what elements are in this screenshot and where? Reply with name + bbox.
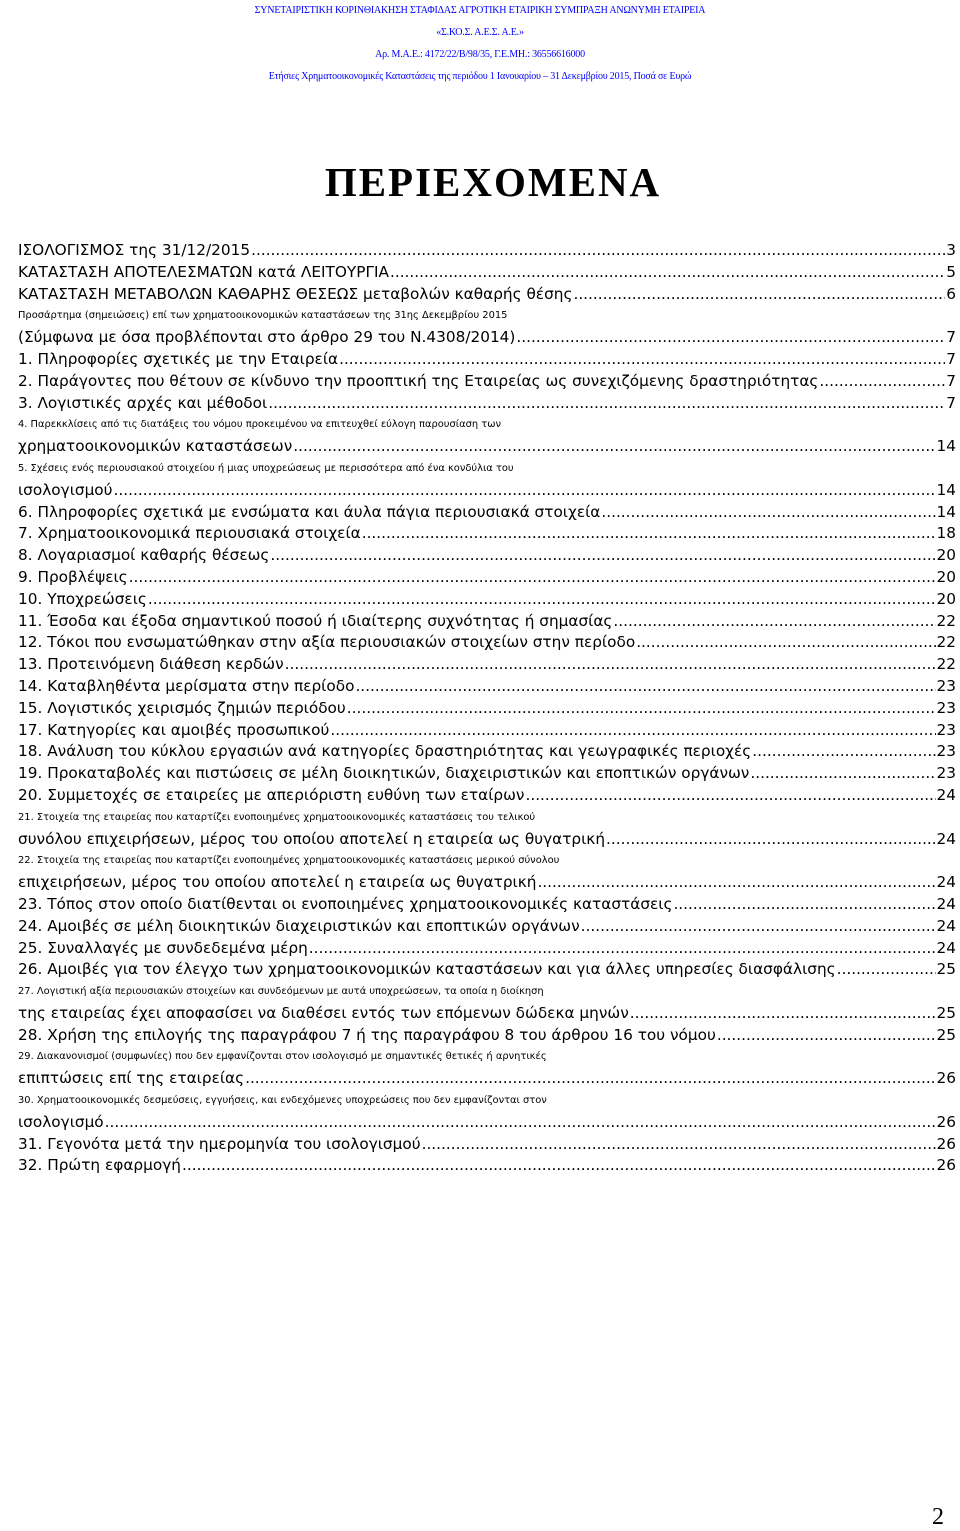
toc-entry-page: 26 [936,1156,956,1175]
toc-dot-leader [837,959,936,981]
toc-entry-page: 6 [946,284,956,303]
toc-entry[interactable] [18,436,956,458]
toc-entry[interactable] [18,284,956,306]
toc-entry[interactable] [18,763,956,785]
toc-entry[interactable] [18,916,956,938]
toc-entry-title: της εταιρείας έχει αποφασίσει να διαθέσει εντός των επόμενων δώδεκα μηνών [18,1003,629,1022]
toc-entry-title: συνόλου επιχειρήσεων, μέρος του οποίου αποτελεί η εταιρεία ως θυγατρική [18,829,606,848]
toc-entry-title: 31. Γεγονότα μετά την ημερομηνία του ισολογισμού [18,1134,421,1153]
toc-entry-page: 23 [936,698,956,717]
toc-dot-leader [673,894,935,916]
toc-dot-leader [537,872,935,894]
table-of-contents [18,240,956,1177]
header-registration-numbers: Αρ. Μ.Α.Ε.: 4172/22/Β/98/35, Γ.Ε.ΜΗ.: 36556616000 [375,49,585,60]
toc-entry[interactable] [18,959,956,981]
toc-dot-leader [819,371,945,393]
toc-entry[interactable] [18,698,956,720]
toc-dot-leader [601,502,935,524]
toc-entry-page: 7 [946,371,956,390]
toc-entry-page: 24 [936,873,956,892]
page-title: ΠΕΡΙΕΧΟΜΕΝΑ [324,159,662,205]
toc-entry-title: 7. Χρηματοοικονομικά περιουσιακά στοιχεία [18,524,361,543]
toc-entry-page: 20 [936,567,956,586]
toc-dot-leader [362,523,936,545]
toc-dot-leader [285,654,936,676]
toc-dot-leader [355,676,935,698]
toc-entry-title: 28. Χρήση της επιλογής της παραγράφου 7 ή της παραγράφου 8 του άρθρου 16 του νόμου [18,1025,716,1044]
toc-entry-title: 1. Πληροφορίες σχετικές με την Εταιρεία [18,349,339,368]
toc-dot-leader [268,393,945,415]
toc-dot-leader [516,327,945,349]
toc-entry-page: 23 [936,764,956,783]
toc-entry[interactable] [18,1155,956,1177]
toc-entry[interactable] [18,611,956,633]
toc-entry-page: 7 [946,393,956,412]
toc-entry-page: 24 [936,938,956,957]
toc-dot-leader [390,262,945,284]
toc-entry[interactable] [18,349,956,371]
header-company-short-name: «Σ.ΚΟ.Σ. Α.Ε.Σ. Α.Ε.» [436,27,524,38]
toc-entry-title: (Σύμφωνα με όσα προβλέπονται στο άρθρο 29 του Ν.4308/2014) [18,328,516,347]
toc-entry-title: 17. Κατηγορίες και αμοιβές προσωπικού [18,720,330,739]
toc-entry[interactable] [18,829,956,851]
toc-entry-page: 25 [936,960,956,979]
toc-dot-leader [114,480,936,502]
toc-entry-title: χρηματοοικονομικών καταστάσεων [18,437,293,456]
toc-entry[interactable] [18,567,956,589]
toc-entry-title: 20. Συμμετοχές σε εταιρείες με απεριόριστη ευθύνη των εταίρων [18,785,525,804]
toc-entry-page: 23 [936,676,956,695]
toc-dot-leader [245,1068,935,1090]
toc-entry-page: 20 [936,546,956,565]
toc-dot-leader [630,1003,936,1025]
toc-entry-page: 20 [936,589,956,608]
toc-entry-page: 14 [936,480,956,499]
toc-dot-leader [251,240,945,262]
toc-dot-leader [752,741,935,763]
toc-entry-page: 23 [936,742,956,761]
toc-entry-title: 10. Υποχρεώσεις [18,589,147,608]
toc-entry[interactable] [18,1025,956,1047]
toc-entry-page: 23 [936,720,956,739]
toc-entry-title: 14. Καταβληθέντα μερίσματα στην περίοδο [18,676,355,695]
toc-entry-page: 24 [936,894,956,913]
toc-entry-page: 7 [946,328,956,347]
toc-dot-leader [148,589,936,611]
toc-entry-page: 26 [936,1112,956,1131]
toc-entry-title: 8. Λογαριασμοί καθαρής θέσεως [18,546,270,565]
toc-entry-page: 25 [936,1025,956,1044]
toc-entry[interactable] [18,872,956,894]
toc-dot-leader [105,1112,936,1134]
toc-entry[interactable] [18,741,956,763]
toc-dot-leader [525,785,935,807]
toc-entry[interactable] [18,327,956,349]
toc-entry-title: 12. Τόκοι που ενσωματώθηκαν στην αξία περιουσιακών στοιχείων στην περίοδο [18,633,636,652]
toc-entry-title: 2. Παράγοντες που θέτουν σε κίνδυνο την προοπτική της Εταιρείας ως συνεχιζόμενης δραστηριότητας [18,371,819,390]
toc-dot-leader [581,916,936,938]
toc-entry[interactable] [18,1068,956,1090]
toc-dot-leader [636,632,935,654]
toc-entry-title: ΙΣΟΛΟΓΙΣΜΟΣ της 31/12/2015 [18,241,251,259]
toc-entry[interactable] [18,371,956,393]
toc-entry-first-line[interactable]: 29. Διακανονισμοί (συμφωνίες) που δεν εμφανίζονται στον ισολογισμό με σημαντικές θετικές ή αρνητικές [18,1051,547,1063]
toc-entry-page: 22 [936,633,956,652]
toc-entry-first-line[interactable]: 4. Παρεκκλίσεις από τις διατάξεις του νόμου προκειμένου να επιτευχθεί εύλογη παρουσίαση των [18,419,501,431]
toc-entry-title: ισολογισμού [18,480,113,499]
toc-entry-title: 13. Προτεινόμενη διάθεση κερδών [18,655,284,674]
toc-entry-page: 25 [936,1003,956,1022]
toc-dot-leader [129,567,936,589]
toc-entry-page: 26 [936,1134,956,1153]
header-report-period: Ετήσιες Χρηματοοικονομικές Καταστάσεις της περιόδου 1 Ιανουαρίου – 31 Δεκεμβρίου 2015, Ποσά σε Ευρώ [268,71,692,82]
toc-entry[interactable] [18,502,956,524]
toc-entry[interactable] [18,545,956,567]
toc-entry[interactable] [18,632,956,654]
page-number: 2 [932,1504,944,1530]
toc-entry[interactable] [18,480,956,502]
toc-entry[interactable] [18,1003,956,1025]
toc-entry[interactable] [18,523,956,545]
toc-entry-first-line[interactable]: Προσάρτημα (σημειώσεις) επί των χρηματοοικονομικών καταστάσεων της 31ης Δεκεμβρίου 2015 [18,310,508,322]
toc-entry-title: 23. Τόπος στον οποίο διατίθενται οι ενοποιημένες χρηματοοικονομικές καταστάσεις [18,894,673,913]
toc-entry-first-line[interactable]: 5. Σχέσεις ενός περιουσιακού στοιχείου ή μιας υποχρεώσεως με περισσότερα από ένα κονδύλια του [18,462,514,474]
toc-entry-title: 25. Συναλλαγές με συνδεδεμένα μέρη [18,938,308,957]
toc-entry-page: 5 [946,262,956,281]
toc-entry-page: 22 [936,611,956,630]
toc-dot-leader [270,545,935,567]
toc-entry-first-line[interactable]: 22. Στοιχεία της εταιρείας που καταρτίζει ενοποιημένες χρηματοοικονομικές καταστάσεις μερικού σύνολου [18,855,560,867]
toc-entry[interactable] [18,785,956,807]
toc-entry[interactable] [18,720,956,742]
toc-entry[interactable] [18,393,956,415]
toc-entry[interactable] [18,938,956,960]
toc-entry-page: 26 [936,1069,956,1088]
toc-dot-leader [717,1025,936,1047]
toc-entry-page: 24 [936,916,956,935]
toc-entry[interactable] [18,654,956,676]
toc-entry-title: 32. Πρώτη εφαρμογή [18,1156,181,1175]
toc-entry-page: 18 [936,524,956,543]
toc-entry-title: επιπτώσεις επί της εταιρείας [18,1069,245,1088]
toc-entry-page: 24 [936,829,956,848]
toc-dot-leader [309,938,936,960]
toc-entry-title: 18. Ανάλυση του κύκλου εργασιών ανά κατηγορίες δραστηριότητας και γεωγραφικές περιοχές [18,742,752,761]
toc-entry-page: 3 [946,241,956,259]
toc-entry-title: 6. Πληροφορίες σχετικά με ενσώματα και άυλα πάγια περιουσιακά στοιχεία [18,502,601,521]
toc-dot-leader [422,1134,936,1156]
toc-dot-leader [613,611,935,633]
toc-entry-page: 22 [936,655,956,674]
toc-entry[interactable] [18,589,956,611]
header-company-name: ΣΥΝΕΤΑΙΡΙΣΤΙΚΗ ΚΟΡΙΝΘΙΑΚΗΣΗ ΣΤΑΦΙΔΑΣ ΑΓΡΟΤΙΚΗ ΕΤΑΙΡΙΚΗ ΣΥΜΠΡΑΞΗ ΑΝΩΝΥΜΗ ΕΤΑΙΡΕΙΑ [254,5,706,16]
toc-dot-leader [750,763,935,785]
toc-dot-leader [330,720,935,742]
toc-entry-title: ΚΑΤΑΣΤΑΣΗ ΑΠΟΤΕΛΕΣΜΑΤΩΝ κατά ΛΕΙΤΟΥΡΓΙΑ [18,262,389,281]
toc-entry-title: 9. Προβλέψεις [18,567,128,586]
toc-dot-leader [606,829,936,851]
toc-entry[interactable] [18,240,956,262]
toc-entry-page: 7 [946,349,956,368]
toc-dot-leader [339,349,945,371]
toc-dot-leader [347,698,936,720]
toc-entry-title: ισολογισμό [18,1112,104,1131]
toc-entry[interactable] [18,676,956,698]
toc-entry-first-line[interactable]: 30. Χρηματοοικονομικές δεσμεύσεις, εγγυήσεις, και ενδεχόμενες υποχρεώσεις που δεν εμφανίζονται στον [18,1095,547,1107]
toc-entry[interactable] [18,894,956,916]
toc-entry-title: 3. Λογιστικές αρχές και μέθοδοι [18,393,268,412]
toc-dot-leader [573,284,945,306]
toc-dot-leader [293,436,935,458]
document-header [0,0,960,88]
toc-entry-title: 24. Αμοιβές σε μέλη διοικητικών διαχειριστικών και εποπτικών οργάνων [18,916,580,935]
toc-entry-page: 14 [936,502,956,521]
toc-entry-title: 15. Λογιστικός χειρισμός ζημιών περιόδου [18,698,346,717]
toc-entry-first-line[interactable]: 21. Στοιχεία της εταιρείας που καταρτίζει ενοποιημένες χρηματοοικονομικές καταστάσεις του τελικού [18,811,536,823]
toc-entry-title: επιχειρήσεων, μέρος του οποίου αποτελεί η εταιρεία ως θυγατρική [18,873,537,892]
toc-dot-leader [182,1155,936,1177]
toc-entry-first-line[interactable]: 27. Λογιστική αξία περιουσιακών στοιχείων και συνδεόμενων με αυτά υποχρεώσεων, τα οποία η διοίκηση [18,986,544,998]
toc-entry-page: 14 [936,437,956,456]
toc-entry-title: 11. Έσοδα και έξοδα σημαντικού ποσού ή ιδιαίτερης συχνότητας ή σημασίας [18,611,613,630]
toc-entry-title: 19. Προκαταβολές και πιστώσεις σε μέλη διοικητικών, διαχειριστικών και εποπτικών οργάνων [18,764,750,783]
toc-entry[interactable] [18,262,956,284]
toc-entry-page: 24 [936,785,956,804]
toc-entry-title: 26. Αμοιβές για τον έλεγχο των χρηματοοικονομικών καταστάσεων και για άλλες υπηρεσίες διασφάλισης [18,960,836,979]
toc-entry-title: ΚΑΤΑΣΤΑΣΗ ΜΕΤΑΒΟΛΩΝ ΚΑΘΑΡΗΣ ΘΕΣΕΩΣ μεταβολών καθαρής θέσης [18,284,573,303]
toc-entry[interactable] [18,1134,956,1156]
toc-entry[interactable] [18,1112,956,1134]
